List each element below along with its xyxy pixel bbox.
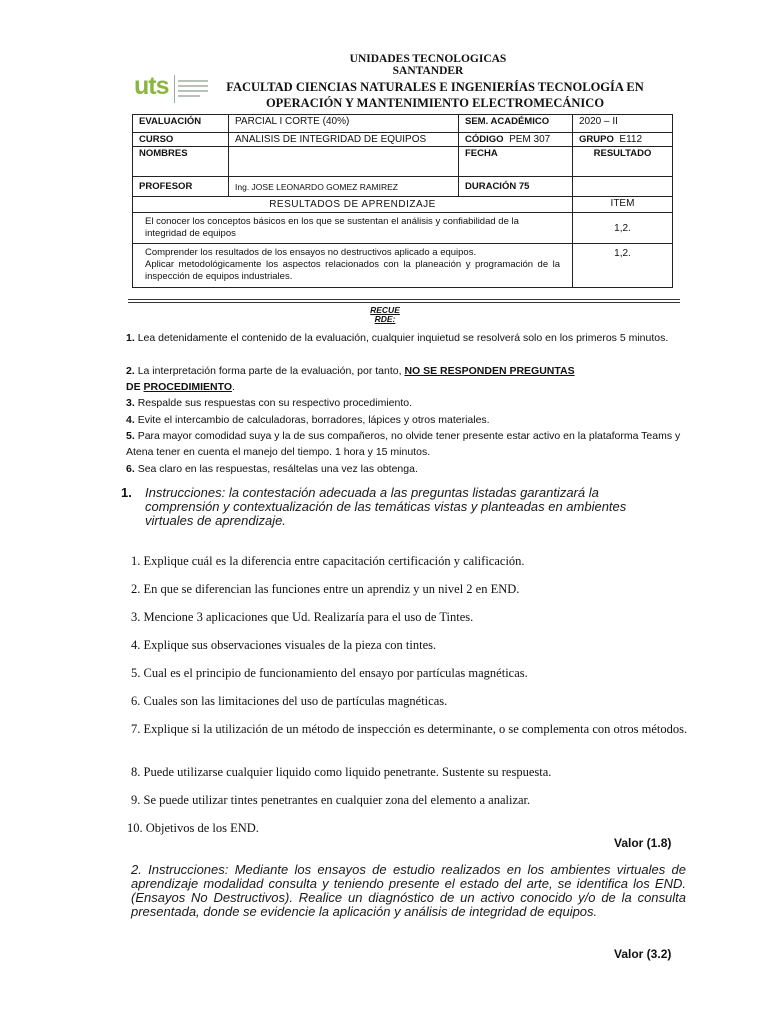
uts-logo: uts [134,70,206,110]
section-2-instructions: 2. Instrucciones: Mediante los ensayos de estudio realizados en los ambientes virtuales de aprendizaje modalidad consulta y teniendo presente el estado del arte, se identifica los END. (Ensayos No Destructivos). Realice un diagnóstico de un activo conocido y/o de la consulta presentada, donde se evidencie la aplicación y análisis de integridad de equipos. [131,862,686,919]
learning-outcome-1-item: 1,2. [573,213,673,244]
fecha-label: FECHA [459,147,573,177]
section-1-instructions: Instrucciones: la contestación adecuada a las preguntas listadas garantizará la comprensión y contextualización de las temáticas vistas y planteadas en ambientes virtuales de aprendizaje. [145,485,627,528]
grupo-cell [573,133,673,147]
recuerde-heading: RECUE RDE: [370,305,400,324]
curso-value: ANALISIS DE INTEGRIDAD DE EQUIPOS [229,133,459,147]
grupo-label: GRUPO [579,134,614,145]
faculty-name-line2: OPERACIÓN Y MANTENIMIENTO ELECTROMECÁNICO [265,96,605,110]
question-6: 6. Cuales son las limitaciones del uso de partículas magnéticas. [131,694,448,708]
learning-outcome-1: El conocer los conceptos básicos en los que se sustentan el análisis y confiabilidad de la integridad de equipos [133,213,573,244]
exam-info-table [132,114,673,288]
question-4: 4. Explique sus observaciones visuales de la pieza con tintes. [131,638,437,652]
evaluacion-value: PARCIAL I CORTE (40%) [229,115,459,133]
question-9: 9. Se puede utilizar tintes penetrantes en cualquier zona del elemento a analizar. [131,793,531,807]
rule-6: 6. Sea claro en las respuestas, resáltelas una vez las obtenga. [126,463,418,475]
question-8: 8. Puede utilizarse cualquier liquido como liquido penetrante. Sustente su respuesta. [131,765,552,779]
rule-3: 3. Respalde sus respuestas con su respectivo procedimiento. [126,397,412,409]
question-7: 7. Explique si la utilización de un método de inspección es determinante, o se complementa con otros métodos. [131,722,688,736]
item-header: ITEM [573,197,673,213]
institution-name-line1: UNIDADES TECNOLOGICAS [349,53,507,65]
profesor-label: PROFESOR [133,177,229,197]
divider [128,302,680,303]
section-1-value: Valor (1.8) [614,836,672,850]
learning-outcome-2-line1: Comprender los resultados de los ensayos no destructivos aplicado a equipos. [145,247,477,258]
question-5: 5. Cual es el principio de funcionamiento del ensayo por partículas magnéticas. [131,666,528,680]
grupo-value: E112 [619,134,643,145]
codigo-value: PEM 307 [509,134,551,145]
duracion-value-cell [573,177,673,197]
nombres-field[interactable] [229,147,459,177]
nombres-label: NOMBRES [133,147,229,177]
rule-1: 1. Lea detenidamente el contenido de la evaluación, cualquier inquietud se resolverá solo en los primeros 5 minutos. [126,332,669,344]
learning-outcome-2-item: 1,2. [573,244,673,288]
resultado-label: RESULTADO [573,147,673,177]
question-10: 10. Objetivos de los END. [127,821,259,835]
divider [128,299,680,300]
rule-2: 2. La interpretación forma parte de la evaluación, por tanto, NO SE RESPONDEN PREGUNTAS [126,365,575,377]
question-2: 2. En que se diferencian las funciones entre un aprendiz y un nivel 2 en END. [131,582,520,596]
sem-academico-label: SEM. ACADÉMICO [459,115,573,133]
rule-2-continued: DE PROCEDIMIENTO. [126,381,235,393]
rule-5: 5. Para mayor comodidad suya y la de sus compañeros, no olvide tener presente estar activo en la plataforma Teams y Atena tener en cuenta el manejo del tiempo. 1 hora y 15 minutos. [126,430,681,458]
learning-outcome-2 [133,244,573,288]
evaluacion-label: EVALUACIÓN [133,115,229,133]
curso-label: CURSO [133,133,229,147]
codigo-cell [459,133,573,147]
profesor-value: Ing. JOSE LEONARDO GOMEZ RAMIREZ [229,177,459,197]
section-2-value: Valor (3.2) [614,947,672,961]
rule-4: 4. Evite el intercambio de calculadoras, borradores, lápices y otros materiales. [126,414,490,426]
resultados-aprendizaje-header: RESULTADOS DE APRENDIZAJE [133,197,573,213]
institution-name-line2: SANTANDER [392,65,464,77]
codigo-label: CÓDIGO [465,134,504,145]
sem-academico-value: 2020 – II [573,115,673,133]
faculty-name-line1: FACULTAD CIENCIAS NATURALES E INGENIERÍAS TECNOLOGÍA EN [226,80,644,94]
duracion-label: DURACIÓN 75 [459,177,573,197]
learning-outcome-2-line2: Aplicar metodológicamente los aspectos relacionados con la planeación y programación de la inspección de equipos industriales. [145,259,560,282]
question-3: 3. Mencione 3 aplicaciones que Ud. Realizaría para el uso de Tintes. [131,610,474,624]
question-1: 1. Explique cuál es la diferencia entre capacitación certificación y calificación. [131,554,525,568]
section-1-number: 1. [121,485,132,500]
